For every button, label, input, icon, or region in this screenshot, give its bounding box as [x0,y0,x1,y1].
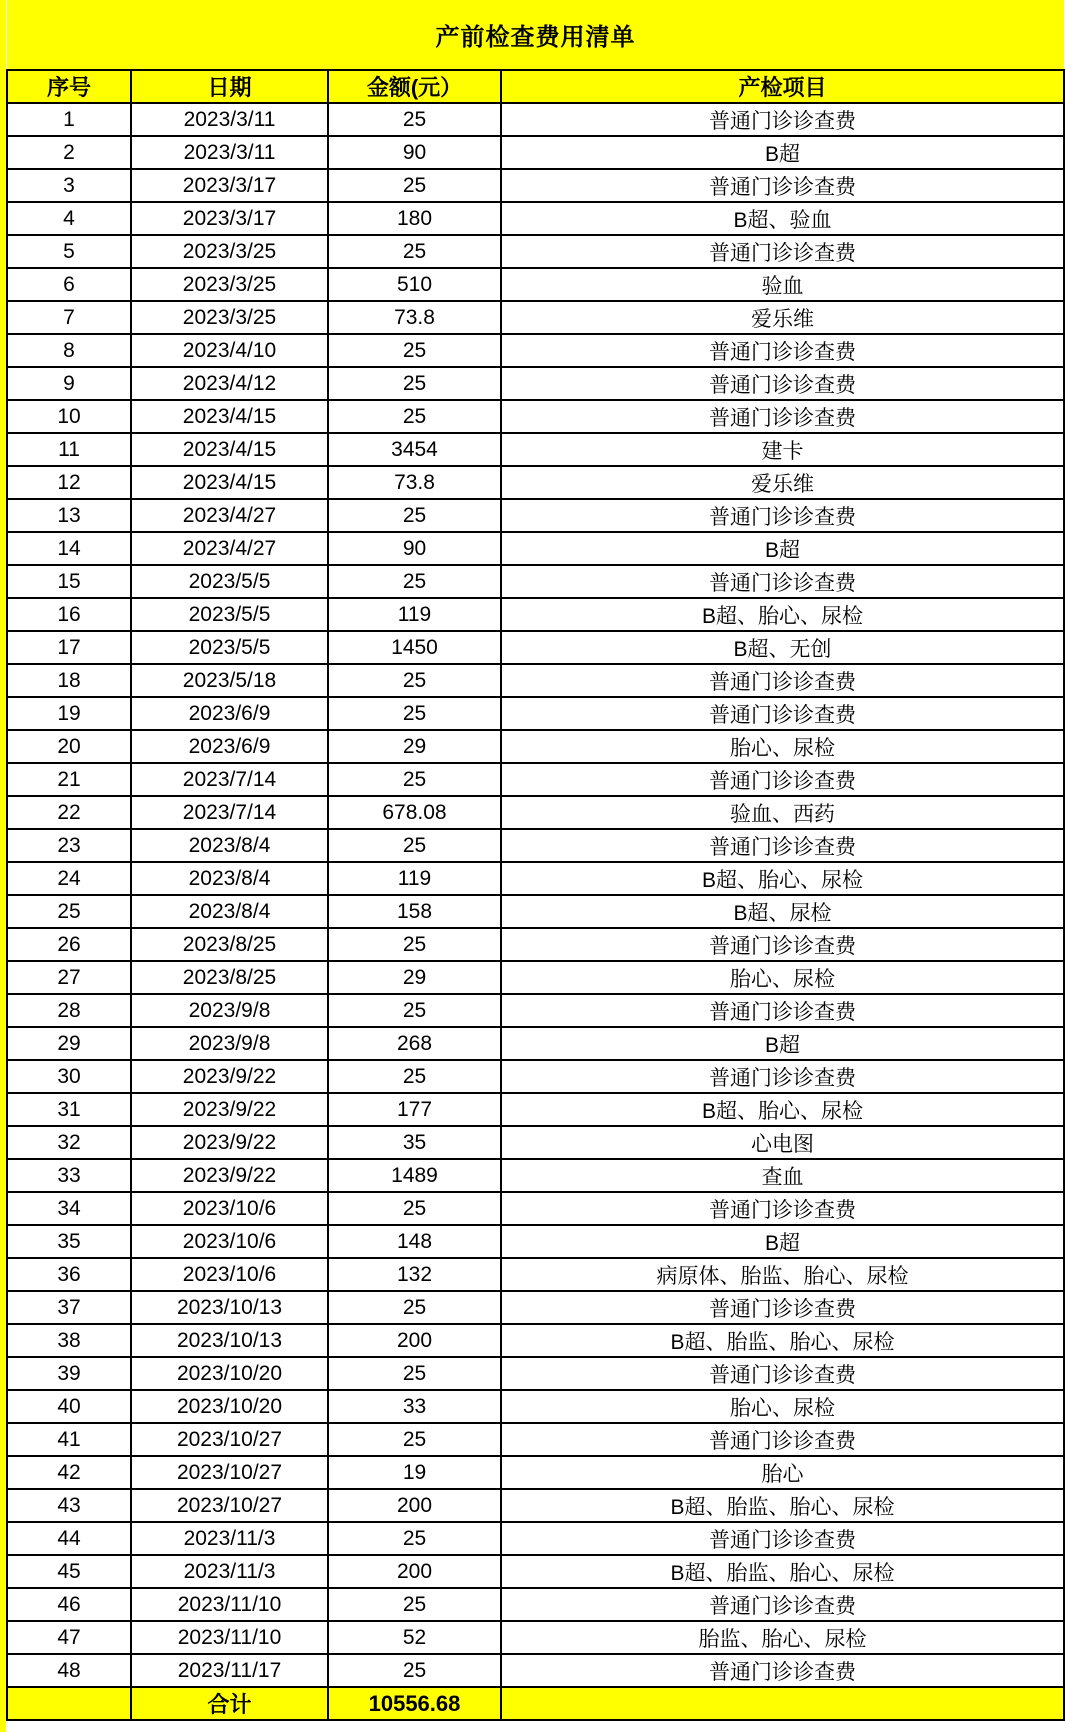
total-row [7,1687,1064,1720]
cell-item: 查血 [501,1159,1064,1192]
table-row [7,862,1064,895]
cell-amount: 19 [328,1456,501,1489]
page-title: 产前检查费用清单 [7,0,1064,70]
table-row [7,1489,1064,1522]
cell-no: 19 [7,697,131,730]
cell-date: 2023/9/8 [131,1027,328,1060]
cell-no: 45 [7,1555,131,1588]
cell-no: 25 [7,895,131,928]
cell-amount: 25 [328,235,501,268]
header-date: 日期 [131,70,328,103]
table-row [7,532,1064,565]
cell-date: 2023/5/5 [131,631,328,664]
cell-item: 普通门诊诊查费 [501,103,1064,136]
cell-amount: 200 [328,1324,501,1357]
cell-amount: 177 [328,1093,501,1126]
cell-no: 47 [7,1621,131,1654]
cell-item: 普通门诊诊查费 [501,1588,1064,1621]
cell-no: 23 [7,829,131,862]
table-row [7,301,1064,334]
cell-amount: 25 [328,334,501,367]
table-row [7,334,1064,367]
cell-item: 普通门诊诊查费 [501,169,1064,202]
table-row [7,598,1064,631]
cell-amount: 35 [328,1126,501,1159]
cell-amount: 25 [328,928,501,961]
cell-amount: 1489 [328,1159,501,1192]
cell-amount: 25 [328,1357,501,1390]
cell-no: 24 [7,862,131,895]
table-row [7,895,1064,928]
cell-no: 37 [7,1291,131,1324]
table-row [7,1555,1064,1588]
table-row [7,1258,1064,1291]
cell-no: 36 [7,1258,131,1291]
cell-no: 40 [7,1390,131,1423]
cell-amount: 25 [328,1192,501,1225]
table-row [7,169,1064,202]
cell-no: 12 [7,466,131,499]
cell-no: 5 [7,235,131,268]
cell-item: B超 [501,1027,1064,1060]
cell-no: 14 [7,532,131,565]
cell-no: 26 [7,928,131,961]
cell-item: 普通门诊诊查费 [501,1291,1064,1324]
cell-item: 普通门诊诊查费 [501,994,1064,1027]
cell-item: 建卡 [501,433,1064,466]
cell-item: 爱乐维 [501,301,1064,334]
cell-no: 7 [7,301,131,334]
cell-date: 2023/11/10 [131,1621,328,1654]
table-row [7,1093,1064,1126]
cell-no: 30 [7,1060,131,1093]
cell-no: 32 [7,1126,131,1159]
cell-date: 2023/4/10 [131,334,328,367]
cell-item: 普通门诊诊查费 [501,367,1064,400]
cell-no: 9 [7,367,131,400]
cell-item: 普通门诊诊查费 [501,334,1064,367]
cell-date: 2023/8/4 [131,895,328,928]
cell-no: 22 [7,796,131,829]
cell-date: 2023/10/13 [131,1324,328,1357]
cell-date: 2023/10/20 [131,1390,328,1423]
cell-item: 普通门诊诊查费 [501,499,1064,532]
cell-no: 38 [7,1324,131,1357]
table-row [7,1060,1064,1093]
cell-date: 2023/10/6 [131,1225,328,1258]
table-row [7,928,1064,961]
cell-date: 2023/3/25 [131,268,328,301]
cell-amount: 25 [328,664,501,697]
table-row [7,994,1064,1027]
table-row [7,103,1064,136]
cell-no: 18 [7,664,131,697]
cell-amount: 510 [328,268,501,301]
cell-date: 2023/4/27 [131,499,328,532]
cell-date: 2023/3/25 [131,301,328,334]
cell-date: 2023/10/27 [131,1489,328,1522]
cell-amount: 25 [328,763,501,796]
cell-item: 普通门诊诊查费 [501,763,1064,796]
table-row [7,1621,1064,1654]
table-row [7,730,1064,763]
cell-no: 31 [7,1093,131,1126]
cell-date: 2023/3/11 [131,136,328,169]
cell-amount: 25 [328,697,501,730]
cell-item: 心电图 [501,1126,1064,1159]
cell-item: B超 [501,136,1064,169]
table-row [7,664,1064,697]
cell-item: B超、验血 [501,202,1064,235]
table-row [7,235,1064,268]
cell-no: 34 [7,1192,131,1225]
table-row [7,1192,1064,1225]
cell-date: 2023/4/12 [131,367,328,400]
cell-item: 胎心、尿检 [501,730,1064,763]
cell-amount: 25 [328,1522,501,1555]
cell-date: 2023/9/22 [131,1060,328,1093]
cell-item: 普通门诊诊查费 [501,829,1064,862]
table-row [7,400,1064,433]
cell-no: 2 [7,136,131,169]
cell-item: 病原体、胎监、胎心、尿检 [501,1258,1064,1291]
cell-item: 胎监、胎心、尿检 [501,1621,1064,1654]
table-row [7,1126,1064,1159]
cell-date: 2023/11/10 [131,1588,328,1621]
cell-item: 胎心、尿检 [501,961,1064,994]
cell-item: B超 [501,1225,1064,1258]
cell-amount: 25 [328,1291,501,1324]
cell-item: B超、胎心、尿检 [501,1093,1064,1126]
table-row [7,1654,1064,1687]
cell-amount: 90 [328,136,501,169]
cell-amount: 25 [328,1423,501,1456]
cell-date: 2023/7/14 [131,763,328,796]
total-label: 合计 [131,1687,328,1720]
cell-no: 16 [7,598,131,631]
table-row [7,961,1064,994]
cell-amount: 25 [328,1654,501,1687]
cell-item: 普通门诊诊查费 [501,928,1064,961]
header-amount: 金额(元） [328,70,501,103]
cell-date: 2023/9/22 [131,1126,328,1159]
cell-no: 13 [7,499,131,532]
table-row [7,1456,1064,1489]
cell-amount: 25 [328,499,501,532]
cell-item: 胎心 [501,1456,1064,1489]
cell-no: 44 [7,1522,131,1555]
cell-amount: 3454 [328,433,501,466]
table-row [7,829,1064,862]
title-row [7,0,1064,70]
table-row [7,499,1064,532]
table-row [7,202,1064,235]
cell-date: 2023/5/5 [131,565,328,598]
cell-no: 10 [7,400,131,433]
prenatal-fee-table [6,0,1065,1721]
cell-date: 2023/8/25 [131,928,328,961]
cell-no: 21 [7,763,131,796]
cell-no: 35 [7,1225,131,1258]
cell-date: 2023/3/17 [131,169,328,202]
table-row [7,763,1064,796]
cell-date: 2023/8/4 [131,829,328,862]
cell-amount: 25 [328,829,501,862]
table-row [7,1291,1064,1324]
cell-date: 2023/11/3 [131,1522,328,1555]
cell-item: B超、尿检 [501,895,1064,928]
cell-amount: 73.8 [328,301,501,334]
table-row [7,1324,1064,1357]
cell-no: 43 [7,1489,131,1522]
cell-no: 42 [7,1456,131,1489]
cell-date: 2023/6/9 [131,730,328,763]
header-item: 产检项目 [501,70,1064,103]
cell-date: 2023/10/6 [131,1192,328,1225]
table-row [7,1588,1064,1621]
cell-item: 普通门诊诊查费 [501,1060,1064,1093]
cell-amount: 119 [328,862,501,895]
cell-item: 普通门诊诊查费 [501,1192,1064,1225]
cell-date: 2023/4/15 [131,400,328,433]
cell-no: 6 [7,268,131,301]
cell-no: 4 [7,202,131,235]
total-empty-item-cell [501,1687,1064,1720]
cell-item: 普通门诊诊查费 [501,1423,1064,1456]
cell-item: B超、胎监、胎心、尿检 [501,1324,1064,1357]
cell-date: 2023/4/15 [131,466,328,499]
cell-no: 1 [7,103,131,136]
cell-no: 28 [7,994,131,1027]
cell-date: 2023/11/17 [131,1654,328,1687]
cell-no: 20 [7,730,131,763]
cell-date: 2023/3/11 [131,103,328,136]
cell-item: 验血、西药 [501,796,1064,829]
cell-amount: 52 [328,1621,501,1654]
cell-no: 29 [7,1027,131,1060]
cell-item: 普通门诊诊查费 [501,400,1064,433]
cell-item: 普通门诊诊查费 [501,565,1064,598]
cell-date: 2023/3/17 [131,202,328,235]
cell-item: 普通门诊诊查费 [501,1654,1064,1687]
cell-date: 2023/9/22 [131,1159,328,1192]
cell-amount: 29 [328,961,501,994]
cell-no: 46 [7,1588,131,1621]
cell-date: 2023/8/4 [131,862,328,895]
cell-amount: 180 [328,202,501,235]
cell-date: 2023/7/14 [131,796,328,829]
cell-date: 2023/10/20 [131,1357,328,1390]
cell-item: B超、胎监、胎心、尿检 [501,1555,1064,1588]
table-row [7,433,1064,466]
cell-date: 2023/9/22 [131,1093,328,1126]
table-row [7,1522,1064,1555]
cell-amount: 132 [328,1258,501,1291]
cell-date: 2023/4/27 [131,532,328,565]
table-row [7,136,1064,169]
cell-date: 2023/5/18 [131,664,328,697]
cell-no: 15 [7,565,131,598]
cell-item: 普通门诊诊查费 [501,1522,1064,1555]
table-row [7,1225,1064,1258]
cell-date: 2023/8/25 [131,961,328,994]
cell-no: 48 [7,1654,131,1687]
table-row [7,466,1064,499]
cell-date: 2023/4/15 [131,433,328,466]
table-row [7,796,1064,829]
table-body [7,103,1064,1687]
cell-no: 3 [7,169,131,202]
cell-date: 2023/10/27 [131,1456,328,1489]
cell-amount: 25 [328,1060,501,1093]
header-row [7,70,1064,103]
table-row [7,1423,1064,1456]
cell-item: B超 [501,532,1064,565]
cell-no: 39 [7,1357,131,1390]
cell-date: 2023/5/5 [131,598,328,631]
table-row [7,1390,1064,1423]
cell-no: 27 [7,961,131,994]
cell-amount: 268 [328,1027,501,1060]
cell-date: 2023/10/6 [131,1258,328,1291]
cell-amount: 25 [328,367,501,400]
cell-date: 2023/9/8 [131,994,328,1027]
cell-item: 验血 [501,268,1064,301]
cell-amount: 33 [328,1390,501,1423]
cell-item: 普通门诊诊查费 [501,664,1064,697]
cell-amount: 25 [328,565,501,598]
table-row [7,1027,1064,1060]
cell-amount: 90 [328,532,501,565]
cell-amount: 73.8 [328,466,501,499]
total-amount: 10556.68 [328,1687,501,1720]
cell-amount: 200 [328,1489,501,1522]
cell-item: 胎心、尿检 [501,1390,1064,1423]
cell-amount: 148 [328,1225,501,1258]
cell-item: 爱乐维 [501,466,1064,499]
cell-no: 8 [7,334,131,367]
cell-amount: 1450 [328,631,501,664]
cell-no: 33 [7,1159,131,1192]
header-no: 序号 [7,70,131,103]
cell-no: 17 [7,631,131,664]
cell-amount: 119 [328,598,501,631]
cell-item: B超、胎监、胎心、尿检 [501,1489,1064,1522]
table-row [7,631,1064,664]
cell-item: 普通门诊诊查费 [501,1357,1064,1390]
cell-no: 11 [7,433,131,466]
cell-amount: 25 [328,400,501,433]
cell-item: 普通门诊诊查费 [501,235,1064,268]
table-row [7,367,1064,400]
cell-date: 2023/10/13 [131,1291,328,1324]
total-empty-no-cell [7,1687,131,1720]
cell-amount: 158 [328,895,501,928]
cell-date: 2023/11/3 [131,1555,328,1588]
table-row [7,1159,1064,1192]
cell-date: 2023/10/27 [131,1423,328,1456]
cell-item: B超、胎心、尿检 [501,862,1064,895]
cell-amount: 200 [328,1555,501,1588]
cell-amount: 25 [328,169,501,202]
cell-amount: 25 [328,103,501,136]
cell-amount: 678.08 [328,796,501,829]
cell-item: 普通门诊诊查费 [501,697,1064,730]
table-row [7,697,1064,730]
table-row [7,565,1064,598]
cell-amount: 25 [328,994,501,1027]
cell-item: B超、胎心、尿检 [501,598,1064,631]
cell-item: B超、无创 [501,631,1064,664]
cell-date: 2023/3/25 [131,235,328,268]
table-row [7,1357,1064,1390]
cell-amount: 25 [328,1588,501,1621]
cell-date: 2023/6/9 [131,697,328,730]
cell-amount: 29 [328,730,501,763]
table-row [7,268,1064,301]
cell-no: 41 [7,1423,131,1456]
